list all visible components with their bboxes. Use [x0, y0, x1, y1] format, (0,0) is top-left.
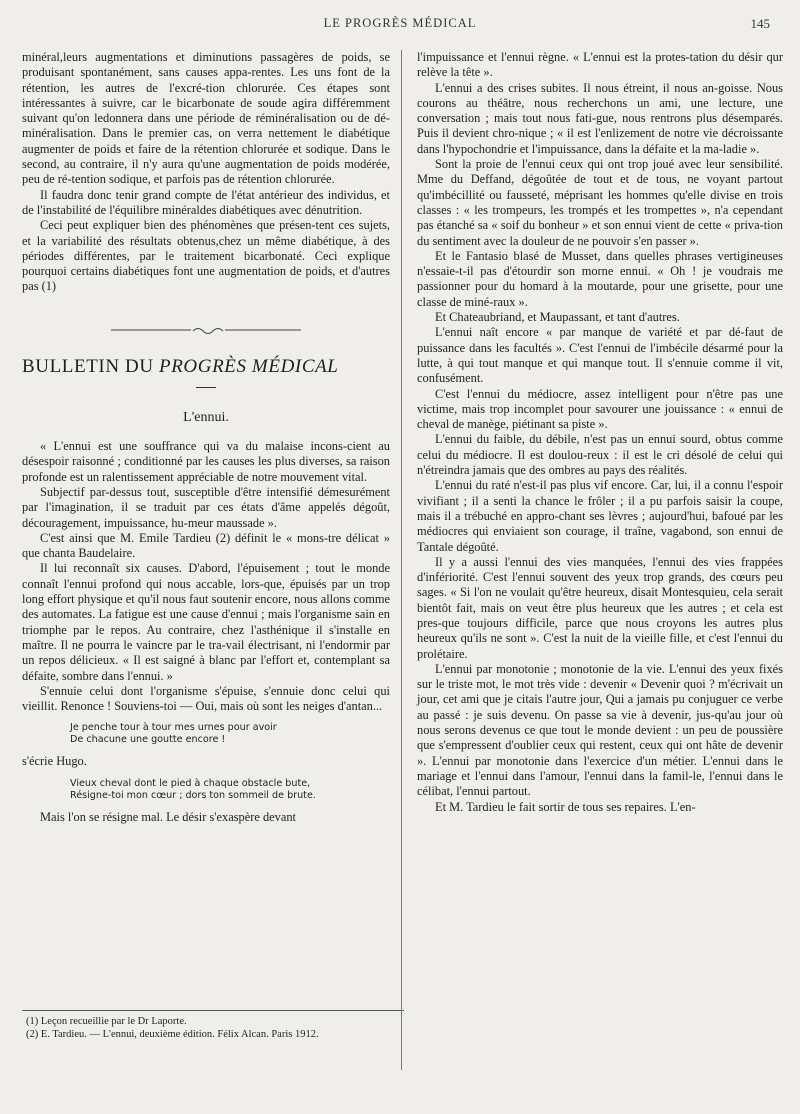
footnote: (1) Leçon recueillie par le Dr Laporte.: [26, 1016, 187, 1027]
bulletin-title: [22, 355, 390, 379]
footnote: (2) E. Tardieu. — L'ennui, deuxième édition. Félix Alcan. Paris 1912.: [26, 1029, 319, 1040]
poem-line: Je penche tour à tour mes urnes pour avoir: [70, 722, 277, 734]
left-column: [22, 50, 390, 825]
paragraph: Subjectif par-dessus tout, susceptible d'être intensifié démesurément par l'imagination, il se traduit par ces états d'âme appelés dégoût, découragement, impuissance, hu-meur maussade ».: [22, 484, 390, 530]
paragraph: L'ennui naît encore « par manque de variété et par dé-faut de puissance dans les facultés ». C'est l'ennui de l'imbécile désarmé pour la lutte, à qui tout manque et qui manque tout. Il s'ennuie comme il vit, confusément.: [417, 325, 783, 386]
paragraph: Il faudra donc tenir grand compte de l'état antérieur des individus, et de l'instabilité de l'équilibre minéraldes diabétiques avec dénutrition.: [22, 187, 390, 217]
paragraph: Et M. Tardieu le fait sortir de tous ses repaires. L'en-: [435, 799, 696, 814]
paragraph: L'ennui par monotonie ; monotonie de la vie. L'ennui des yeux fixés sur le triste mot, le mot très vide : devenir « Devenir quoi ? m'écrivait un jour, cet ami que je citais l'autre jour, Qui a jamais pu conjuguer ce verbe au passé : je suis devenu. On passe sa vie à devenir, jus-qu'au jour où nous serons devenus ce que tout le monde devient : un peu de poussière que s'empressent d'oublier ceux qui restent, ceux qui ont hâte de devenir ». L'ennui par monotonie dans l'exercice d'un métier. L'ennui dans le mariage et l'ennui dans l'amour, l'ennui dans la famil-le, l'ennui dans le célibat, l'ennui partout.: [417, 661, 783, 799]
page-header: [0, 16, 800, 38]
footnote-rule: [22, 1010, 404, 1011]
title-rule: [196, 387, 216, 388]
paragraph: S'ennuie celui dont l'organisme s'épuise, s'ennuie donc celui qui vieillit. Renonce ! Souviens-toi — Oui, mais où sont les neiges d'antan...: [22, 683, 390, 714]
bulletin-title-italic: PROGRÈS MÉDICAL: [159, 355, 339, 377]
section-title: L'ennui.: [183, 409, 229, 425]
ornament-divider: [111, 325, 301, 335]
paragraph: Il y a aussi l'ennui des vies manquées, l'ennui des vies frappées d'infériorité. C'est l'ennui souvent des yeux trop grands, des cœurs peu sages. « Si l'on ne voulait qu'être heureux, disait Montesquieu, cela serait bientôt fait, mais on veut être plus heureux que les autres ; et cela est pres-que toujours difficile, parce que nous croyons les autres plus heureux qu'ils ne sont ». C'est la nuit de la vieille fille, et c'est l'ennui du prolétaire.: [417, 554, 783, 661]
page-number: 145: [750, 16, 770, 31]
poem-line: Résigne-toi mon cœur ; dors ton sommeil de brute.: [70, 789, 316, 801]
paragraph: L'ennui du raté n'est-il pas plus vif encore. Car, lui, il a connu l'espoir vivifiant ; il a senti la chance le frôler ; il a pu parfois saisir la coupe, mais il a trébuché en appro-chant ses lèvres ; aujourd'hui, bafoué par les médiocres qui enviaient son courage, il traîne, vagabond, son ennui de Tantale dégoûté.: [417, 478, 783, 554]
paragraph: L'ennui a des crises subites. Il nous étreint, il nous an-goisse. Nous courons au théâtre, nous recherchons un ami, une lecture, une conversation ; mais tout nous fati-gue, nous rentrons plus désemparés. Puis il devient chro-nique ; « il est l'enlizement de notre vie décroissante dans l'hypochondrie et l'impuissance, dans la défaite et la ma-ladie ».: [417, 80, 783, 156]
right-column: [417, 50, 783, 815]
poem-quote-2: [70, 778, 390, 802]
footnotes: [22, 1010, 390, 1041]
paragraph: Sont la proie de l'ennui ceux qui ont trop joué avec leur sensibilité. Mme du Deffand, dégoûtée de tout et de tous, ne voyant partout qu'imbécillité ou fausseté, méprisant les hommes qu'elle divise en trois classes : « les trompeurs, les trompés et les trompettes », n'a cependant pas étanché sa « soif du bonheur » et son ennui vient de cette « priva-tion du sentiment avec la douleur de ne pouvoir s'en passer ».: [417, 157, 783, 248]
paragraph: C'est ainsi que M. Emile Tardieu (2) définit le « mons-tre délicat » que chanta Baudelaire.: [22, 530, 390, 561]
paragraph: Il lui reconnaît six causes. D'abord, l'épuisement ; tout le monde connaît l'ennui profond qui nous accable, lors-que, épuisés par un trop long effort physique et qu'il nous faut soutenir encore, nous allons comme des automates. La fatigue est une cause d'ennui ; mais l'organisme sain en triomphe par le repos. Au contraire, chez l'asthénique il s'installe en maître. Il ne pourra le vaincre par le tra-vail électrisant, ni l'endormir par un repos délicieux. « Il est saigné à blanc par l'effort et, contemplant sa défaite, sombre dans l'ennui. »: [22, 561, 390, 683]
paragraph: Et Chateaubriand, et Maupassant, et tant d'autres.: [435, 310, 680, 325]
poem-line: De chacune une goutte encore !: [70, 734, 226, 746]
paragraph: L'ennui du faible, du débile, n'est pas un ennui sourd, obtus comme celui du médiocre. Il est doulou-reux : il est le cri désolé de celui qui n'étreindra jamais que des ombres au pays des réalités.: [417, 432, 783, 478]
hugo-line: s'écrie Hugo.: [22, 754, 87, 769]
poem-quote-1: [70, 722, 390, 746]
bulletin-title-plain: BULLETIN DU: [22, 355, 160, 377]
poem-line: Vieux cheval dont le pied à chaque obstacle bute,: [70, 777, 311, 789]
column-divider: [401, 50, 402, 1070]
paragraph: Mais l'on se résigne mal. Le désir s'exaspère devant: [40, 809, 296, 824]
paragraph: « L'ennui est une souffrance qui va du malaise incons-cient au désespoir raisonné ; conditionné par les causes les plus diverses, sa raison profonde est un ralentissement appréciable de notre mouvement vital.: [22, 439, 390, 484]
paragraph: l'impuissance et l'ennui règne. « L'ennui est la protes-tation du désir qur relève la tête ».: [417, 50, 783, 80]
paragraph: Ceci peut expliquer bien des phénomènes que présen-tent ces sujets, et la variabilité des résultats obtenus,chez un même diabétique, à des périodes différentes, par le traitement bicarbonaté. Ceci explique pourquoi certains diabétiques font une augmentation de poids, et d'autres pas (1): [22, 218, 390, 294]
running-title: LE PROGRÈS MÉDICAL: [323, 16, 477, 30]
paragraph: Et le Fantasio blasé de Musset, dans quelles phrases vertigineuses n'essaie-t-il pas d'étourdir son morne ennui. « Oh ! je voudrais me passionner pour du homard à la moutarde, pour une grisette, pour une classe de miné-raux ».: [417, 248, 783, 309]
paragraph: C'est l'ennui du médiocre, assez intelligent pour n'être pas une victime, mais trop incomplet pour savourer une jouissance : « ennui de cheval de manège, piétinant sa piste ».: [417, 386, 783, 432]
paragraph: minéral,leurs augmentations et diminutions passagères de poids, se produisant spontanément, sans causes appa-rentes. Les uns font de la rétention, les autres de l'excré-tion chlorurée. Ces étapes sont intéressantes à suivre, car le bicarbonate de soude agira différemment suivant qu'on ledonnera dans une période de réminéralisation ou de dé-minéralisation. Dans le premier cas, on verra nettement le diabétique augmenter de poids et faire de la rétention chlorurée et sodique. Dans le second, au contraire, il n'y aura qu'une augmentation de poids modérée, peu de ré-tention sodique, et parfois pas de rétention chlorurée.: [22, 50, 390, 187]
